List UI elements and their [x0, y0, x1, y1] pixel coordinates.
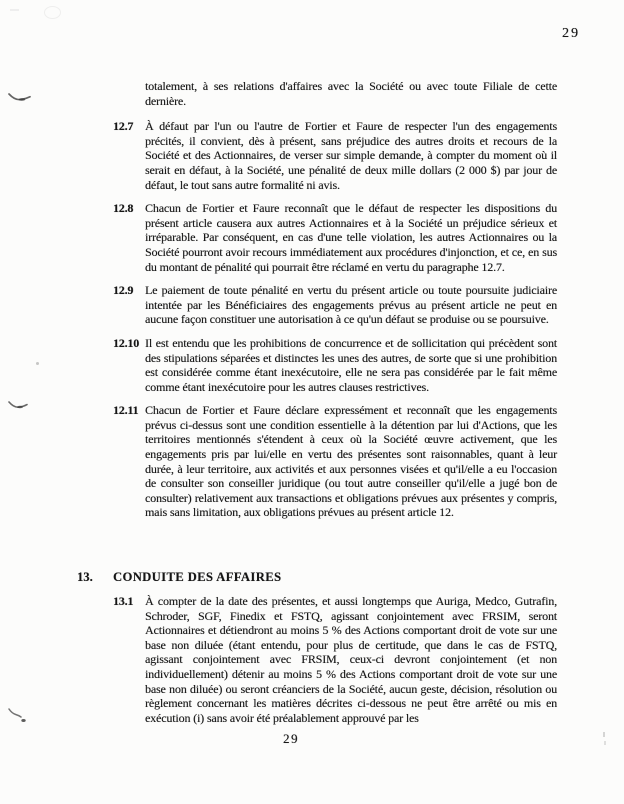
clause-number: 12.9 [113, 283, 134, 298]
scan-artifact-speck [604, 741, 606, 745]
scan-artifact-dot [36, 362, 39, 365]
clause-number: 12.11 [113, 403, 139, 418]
clause-number: 12.7 [113, 119, 134, 134]
clause-number: 13.1 [113, 594, 134, 608]
scan-artifact-swoosh-3 [8, 707, 28, 727]
clause-text: Le paiement de toute pénalité en vertu du présent article ou toute poursuite judiciaire intentée par les Bénéficiaires des engagements prévus au présent article ne peut en aucune façon constituer une autorisation à ce qu'un défaut se produise ou se poursuive. [145, 283, 557, 327]
clause-12-8 [113, 201, 557, 274]
scan-artifact-ghost-dash [10, 9, 19, 11]
clause-13-1 [113, 594, 557, 725]
clause-12-9 [113, 283, 557, 327]
paragraph-continuation: totalement, à ses relations d'affaires avec la Société ou avec toute Filiale de cette dernière. [145, 79, 557, 108]
clause-text: Chacun de Fortier et Faure reconnaît que le défaut de respecter les dispositions du présent article causera aux autres Actionnaires et à la Société un préjudice sérieux et irréparable. Par conséquent, en cas d'une telle violation, les autres Actionnaires ou la Société pourront avoir recours immédiatement aux procédures d'injonction, et ce, en sus du montant de pénalité qui pourrait être réclamé en vertu du paragraphe 12.7. [145, 201, 557, 274]
page-number-top: 29 [562, 26, 580, 41]
section-title: CONDUITE DES AFFAIRES [113, 570, 282, 584]
clause-text: Chacun de Fortier et Faure déclare expressément et reconnaît que les engagements prévus ci-dessus sont une condition essentielle à la détention par lui d'Actions, que les territoires mentionnés s'étendent à ceux où la Société œuvre activement, que les engagements pris par lui/elle en vertu des présentes sont raisonnables, quant à leur durée, à leur territoire, aux activités et aux personnes visées et qu'il/elle a eu l'occasion de consulter son conseiller juridique (ou tout autre conseiller qu'il/elle a jugé bon de consulter) relativement aux transactions et obligations prévues aux présentes y compris, mais sans limitation, aux obligations prévues au présent article 12. [145, 403, 557, 520]
clause-12-10 [113, 336, 557, 394]
clause-number: 12.10 [113, 335, 140, 350]
clause-text: Il est entendu que les prohibitions de concurrence et de sollicitation qui précèdent sont des stipulations séparées et distinctes les unes des autres, de sorte que si une prohibition est considérée comme étant inexécutoire, elle ne sera pas considérée par le fait même comme étant inexécutoire pour les autres clauses restrictives. [145, 335, 557, 394]
section-number: 13. [77, 570, 93, 584]
clause-number: 12.8 [113, 201, 134, 216]
scan-artifact-speck [603, 732, 605, 737]
clause-text: À compter de la date des présentes, et aussi longtemps que Auriga, Medco, Gutrafin, Schroder, SGF, Finedix et FSTQ, agissant conjointement avec FRSIM, seront Actionnaires et détiendront au moins 5 % des Actions comportant droit de vote sur une base non diluée (étant entendu, pour plus de certitude, que dans le cas de FSTQ, agissant conjointement avec FRSIM, ceux-ci devront conjointement (et non individuellement) détenir au moins 5 % des Actions comportant droit de vote sur une base non diluée) ou seront créanciers de la Société, aucun geste, décision, résolution ou règlement concernant les matières décrites ci-dessous ne peut être arrêté ou mis en exécution (i) sans avoir été préalablement approuvé par les [145, 594, 557, 725]
clause-text: À défaut par l'un ou l'autre de Fortier et Faure de respecter l'un des engagements précités, il convient, dès à présent, sans préjudice des autres droits et recours de la Société et des Actionnaires, de verser sur simple demande, à compter du moment où il serait en défaut, à la Société, une pénalité de deux mille dollars (2 000 $) par jour de défaut, le tout sans autre formalité ni avis. [145, 119, 557, 192]
scan-artifact-swoosh-2 [8, 399, 29, 412]
clauses-block [113, 79, 557, 529]
section-heading [77, 570, 281, 585]
scan-artifact-ghost-ring [44, 6, 61, 19]
clause-12-11 [113, 403, 557, 520]
scan-artifact-swoosh-1 [8, 91, 32, 105]
page-number-bottom: 29 [283, 731, 299, 746]
clause-12-7 [113, 119, 557, 192]
